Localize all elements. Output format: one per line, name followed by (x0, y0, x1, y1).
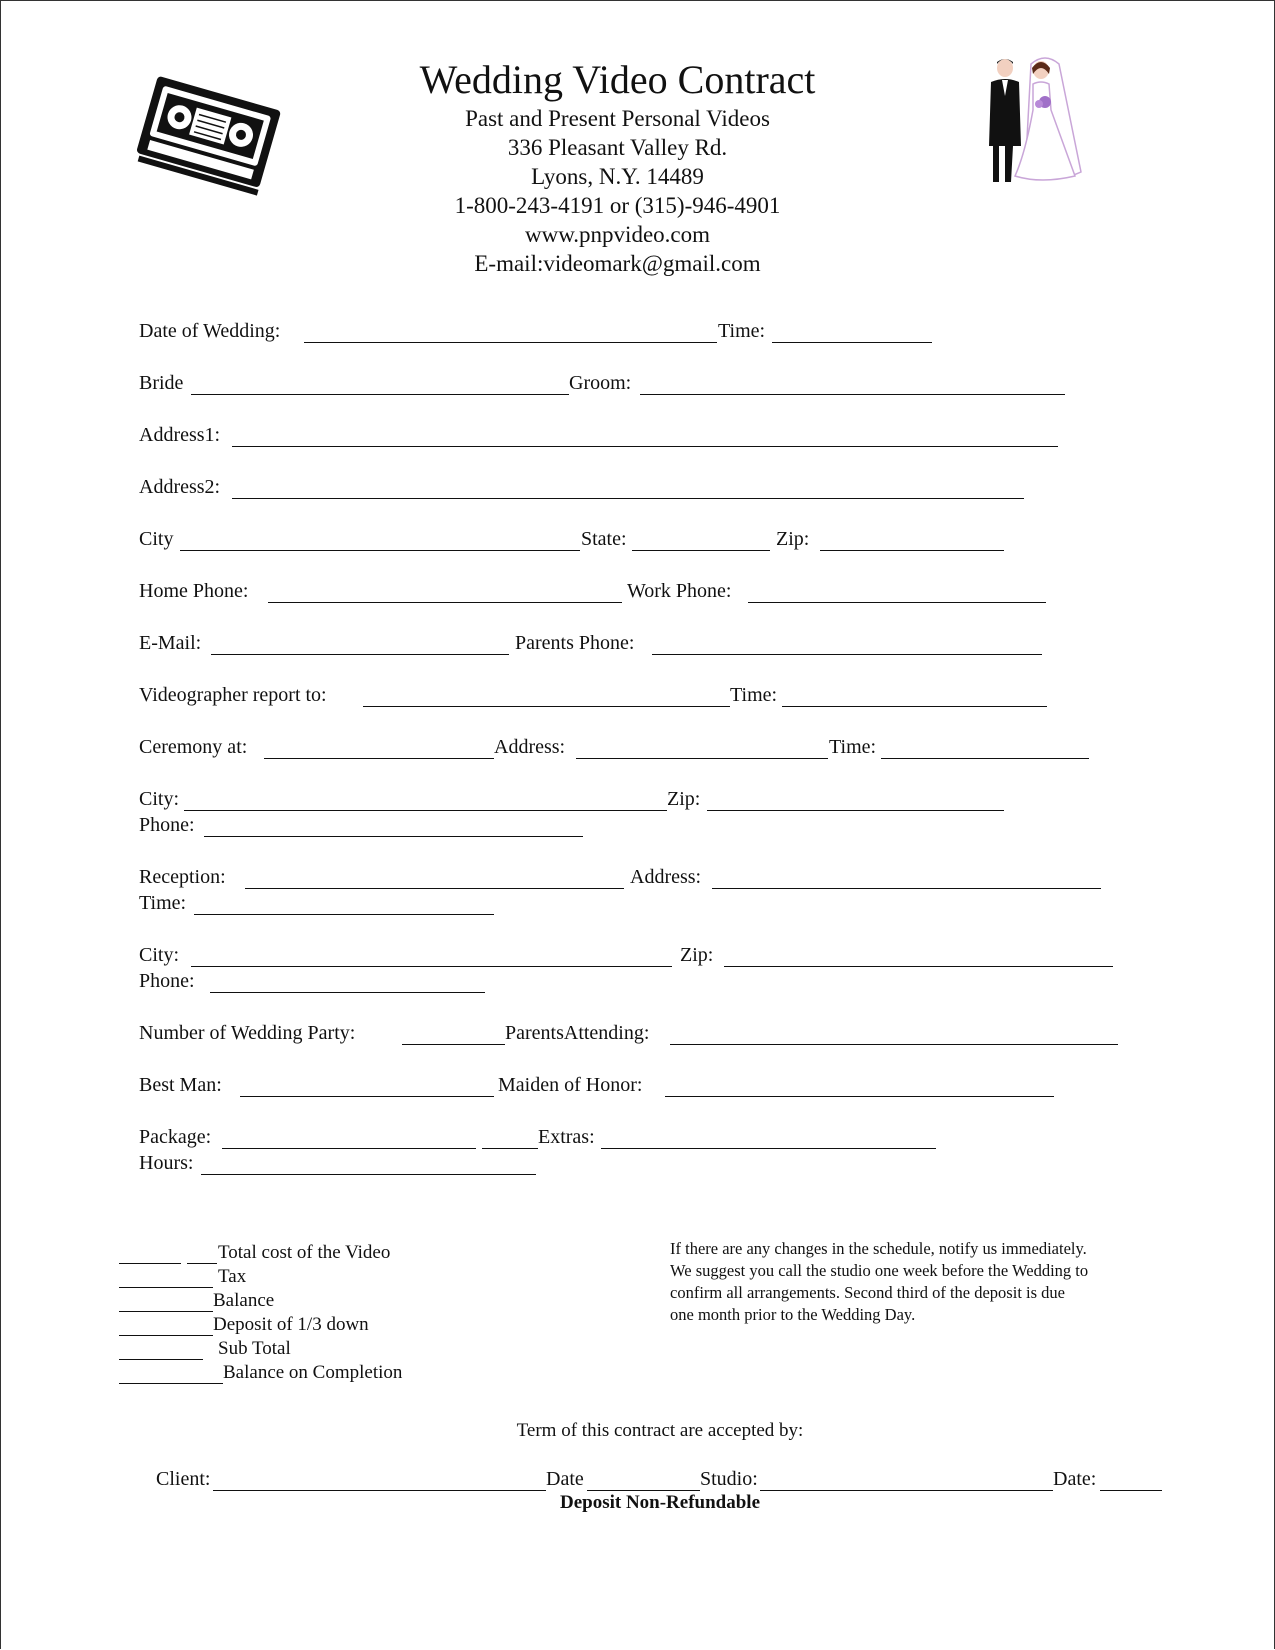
row-date-time (0, 318, 1275, 344)
maiden-of-honor-label: Maiden of Honor: (498, 1074, 643, 1096)
company-street: 336 Pleasant Valley Rd. (507, 135, 728, 160)
reception-address-field[interactable] (712, 888, 1101, 889)
reception-time-label: Time: (139, 892, 187, 914)
row-best-man (0, 1072, 1275, 1098)
home-phone-field[interactable] (268, 602, 622, 603)
hours-label: Hours: (139, 1152, 194, 1174)
city-field[interactable] (180, 550, 580, 551)
city-label: City (139, 528, 174, 550)
home-phone-label: Home Phone: (139, 580, 249, 602)
reception-field[interactable] (245, 888, 624, 889)
address2-label: Address2: (139, 476, 221, 498)
cost-subtotal-label: Sub Total (218, 1338, 291, 1359)
cost-tax-field[interactable] (119, 1287, 213, 1288)
cost-tax-label: Tax (218, 1266, 247, 1287)
cost-total-label: Total cost of the Video (218, 1242, 391, 1263)
reception-zip-label: Zip: (680, 944, 714, 966)
parents-attending-field[interactable] (670, 1044, 1118, 1045)
cost-subtotal-field[interactable] (119, 1359, 203, 1360)
client-date-label: Date (546, 1468, 584, 1490)
ceremony-city-label: City: (139, 788, 180, 810)
row-reception-time (0, 890, 1275, 916)
row-city-state-zip (0, 526, 1275, 552)
row-bride-groom (0, 370, 1275, 396)
reception-address-label: Address: (630, 866, 702, 888)
zip-label: Zip: (776, 528, 810, 550)
cost-deposit-label: Deposit of 1/3 down (213, 1314, 369, 1335)
ceremony-at-field[interactable] (264, 758, 494, 759)
letterhead (0, 56, 1275, 278)
package-label: Package: (139, 1126, 212, 1148)
row-wedding-party (0, 1020, 1275, 1046)
client-date-field[interactable] (587, 1490, 700, 1491)
address2-field[interactable] (232, 498, 1024, 499)
wedding-party-field[interactable] (402, 1044, 505, 1045)
cost-subtotal-row (0, 1338, 700, 1360)
row-signatures (0, 1466, 1275, 1492)
row-reception-city (0, 942, 1275, 968)
row-ceremony (0, 734, 1275, 760)
groom-label: Groom: (569, 372, 632, 394)
company-phones: 1-800-243-4191 or (315)-946-4901 (454, 193, 781, 218)
schedule-notice: If there are any changes in the schedule, notify us immediately. We suggest you call the studio one week before the Wedding to confirm all arrangements. Second third of the deposit is due one month prior to the Wedding Day. (670, 1239, 1089, 1324)
package-field[interactable] (222, 1148, 476, 1149)
best-man-field[interactable] (240, 1096, 494, 1097)
videographer-time-label: Time: (730, 684, 778, 706)
studio-signature-field[interactable] (760, 1490, 1053, 1491)
cost-balance-field[interactable] (119, 1311, 213, 1312)
client-signature-field[interactable] (213, 1490, 546, 1491)
company-city: Lyons, N.Y. 14489 (531, 164, 704, 189)
date-of-wedding-label: Date of Wedding: (139, 320, 281, 342)
row-email-parents (0, 630, 1275, 656)
ceremony-time-field[interactable] (881, 758, 1089, 759)
cost-total-field-b[interactable] (187, 1263, 217, 1264)
extras-field[interactable] (601, 1148, 936, 1149)
hours-field[interactable] (201, 1174, 536, 1175)
row-package (0, 1124, 1275, 1150)
cost-total-field-a[interactable] (119, 1263, 181, 1264)
ceremony-city-field[interactable] (184, 810, 667, 811)
cost-deposit-field[interactable] (119, 1335, 213, 1336)
extras-label: Extras: (538, 1126, 595, 1148)
email-field[interactable] (211, 654, 509, 655)
document-title: Wedding Video Contract (419, 57, 816, 102)
studio-label: Studio: (700, 1468, 758, 1490)
row-ceremony-phone (0, 812, 1275, 838)
best-man-label: Best Man: (139, 1074, 222, 1096)
work-phone-field[interactable] (748, 602, 1046, 603)
company-email: E-mail:videomark@gmail.com (474, 251, 761, 276)
address1-label: Address1: (139, 424, 221, 446)
bride-field[interactable] (191, 394, 569, 395)
ceremony-phone-label: Phone: (139, 814, 195, 836)
state-field[interactable] (632, 550, 770, 551)
parents-attending-label: ParentsAttending: (505, 1022, 650, 1044)
reception-phone-label: Phone: (139, 970, 195, 992)
time-field[interactable] (772, 342, 932, 343)
reception-city-label: City: (139, 944, 180, 966)
row-reception (0, 864, 1275, 890)
groom-field[interactable] (640, 394, 1065, 395)
work-phone-label: Work Phone: (627, 580, 732, 602)
bride-label: Bride (139, 372, 184, 394)
state-label: State: (581, 528, 627, 550)
ceremony-phone-field[interactable] (204, 836, 583, 837)
cost-tax-row (0, 1266, 700, 1288)
parents-phone-field[interactable] (652, 654, 1042, 655)
ceremony-zip-label: Zip: (667, 788, 701, 810)
zip-field[interactable] (820, 550, 1004, 551)
cost-total-row (0, 1242, 700, 1264)
deposit-non-refundable: Deposit Non-Refundable (559, 1492, 761, 1513)
row-reception-phone (0, 968, 1275, 994)
client-label: Client: (156, 1468, 211, 1490)
reception-time-field[interactable] (194, 914, 494, 915)
row-address1 (0, 422, 1275, 448)
address1-field[interactable] (232, 446, 1058, 447)
reception-zip-field[interactable] (724, 966, 1113, 967)
ceremony-time-label: Time: (829, 736, 877, 758)
reception-phone-field[interactable] (210, 992, 485, 993)
ceremony-zip-field[interactable] (707, 810, 1004, 811)
row-videographer (0, 682, 1275, 708)
videographer-time-field[interactable] (782, 706, 1047, 707)
parents-phone-label: Parents Phone: (515, 632, 635, 654)
maiden-of-honor-field[interactable] (665, 1096, 1054, 1097)
date-of-wedding-field[interactable] (304, 342, 717, 343)
studio-date-label: Date: (1053, 1468, 1097, 1490)
videographer-report-field[interactable] (363, 706, 730, 707)
wedding-party-label: Number of Wedding Party: (139, 1022, 356, 1044)
email-label: E-Mail: (139, 632, 202, 654)
cost-balance-row (0, 1290, 700, 1312)
cost-completion-field[interactable] (119, 1383, 223, 1384)
row-phones (0, 578, 1275, 604)
reception-city-field[interactable] (191, 966, 672, 967)
cost-deposit-row (0, 1314, 700, 1336)
row-hours (0, 1150, 1275, 1176)
ceremony-at-label: Ceremony at: (139, 736, 248, 758)
videographer-report-label: Videographer report to: (139, 684, 327, 706)
cost-completion-label: Balance on Completion (223, 1362, 403, 1383)
cost-completion-row (0, 1362, 700, 1384)
package-extra-field[interactable] (482, 1148, 538, 1149)
ceremony-address-field[interactable] (576, 758, 828, 759)
ceremony-address-label: Address: (494, 736, 566, 758)
cost-balance-label: Balance (213, 1290, 275, 1311)
company-name: Past and Present Personal Videos (465, 106, 770, 131)
reception-label: Reception: (139, 866, 226, 888)
time-label: Time: (718, 320, 766, 342)
terms-accepted: Term of this contract are accepted by: (516, 1420, 804, 1441)
row-address2 (0, 474, 1275, 500)
company-website: www.pnpvideo.com (524, 222, 711, 247)
row-ceremony-city (0, 786, 1275, 812)
studio-date-field[interactable] (1100, 1490, 1162, 1491)
